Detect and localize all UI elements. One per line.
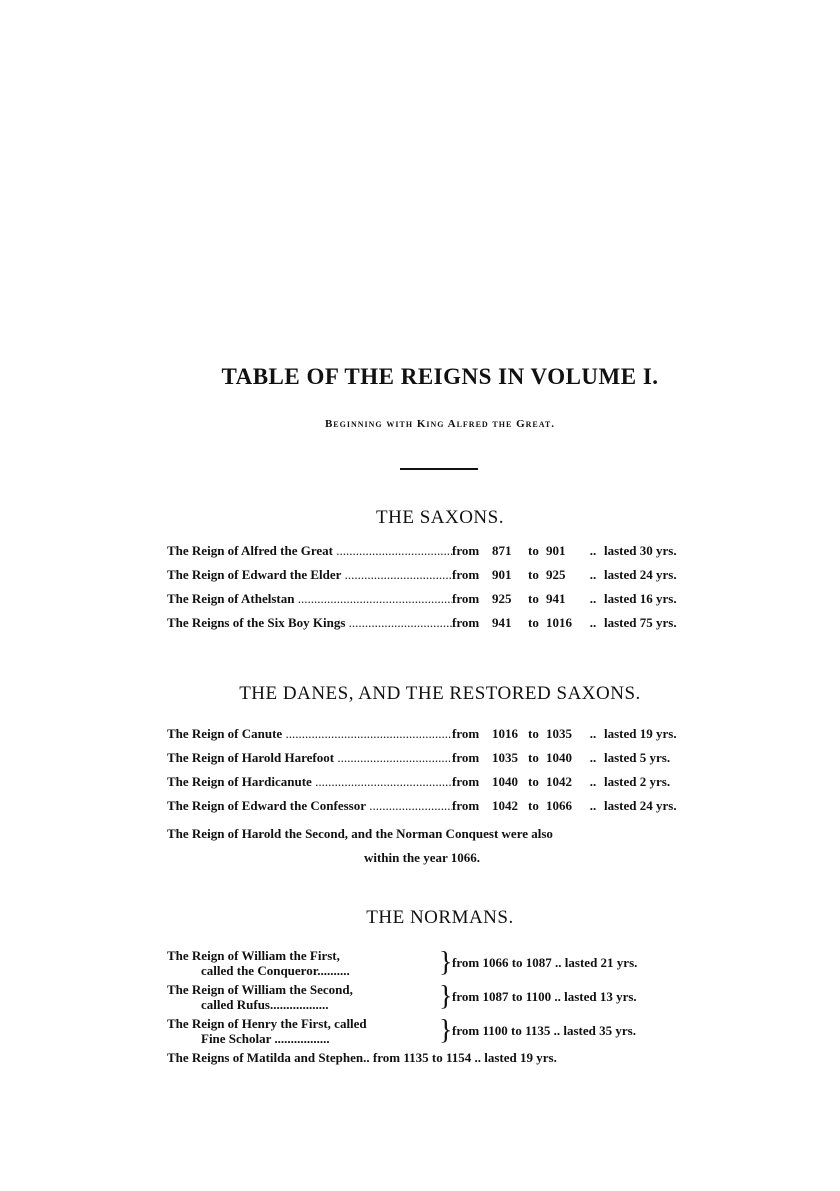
table-row [167,982,717,1012]
from-word: from [452,750,480,765]
duration: lasted 21 yrs. [564,955,638,970]
table-row [167,591,717,615]
reign-dates [452,1023,636,1039]
section-normans-rows [167,948,717,1070]
leader-dots: .. [555,955,562,970]
reign-name: The Reign of Hardicanute ..... [167,774,452,790]
reign-name: The Reign of Alfred the Great ..... [167,543,452,559]
table-row [167,774,717,798]
end-year: 1016 [546,615,572,630]
start-year: 1040 [492,774,518,789]
leader-dots: .. [589,798,597,813]
to-word: to [528,543,539,558]
divider-rule [400,468,478,470]
section-note [167,822,717,870]
duration: lasted 24 yrs. [604,567,677,582]
reign-dates [452,989,637,1005]
end-year: 1066 [546,798,572,813]
leader-dots: .. [589,726,597,741]
to-word: to [528,774,539,789]
leader-dots: .. [589,774,597,789]
end-year: 941 [546,591,566,606]
table-row [167,798,717,822]
from-word: from [452,726,480,741]
reign-name [167,1016,439,1046]
reign-name-line-2: called Rufus.................. [201,997,329,1012]
table-row [167,543,717,567]
duration: lasted 13 yrs. [564,989,637,1004]
reign-name [167,982,439,1012]
reign-name-line-2: called the Conqueror.......... [201,963,350,978]
reign-name-line-2: Fine Scholar ................. [201,1031,330,1046]
end-year: 1135 [525,1023,551,1038]
brace-glyph: } [439,947,453,978]
from-word: from [452,1023,480,1038]
end-year: 901 [546,543,566,558]
end-year: 1042 [546,774,572,789]
start-year: 1087 [482,989,509,1004]
leader-dots: .. [554,989,561,1004]
to-word: to [528,591,539,606]
start-year: 1100 [482,1023,508,1038]
leader-dots: .. [589,543,597,558]
to-word: to [511,955,523,970]
leader-dots: .. [553,1023,561,1038]
reign-name-line-1: The Reign of William the Second, [167,982,353,997]
from-word: from [452,774,480,789]
to-word: to [528,726,539,741]
reign-name-line-1: The Reign of William the First, [167,948,340,963]
from-word: from [452,798,480,813]
duration: lasted 24 yrs. [604,798,677,813]
from-word: from [452,615,480,630]
from-word: from [372,1050,401,1065]
start-year: 1066 [482,955,509,970]
end-year: 1035 [546,726,572,741]
table-row [167,948,717,978]
section-heading-danes: THE DANES, AND THE RESTORED SAXONS. [239,683,641,704]
to-word: to [511,1023,522,1038]
start-year: 871 [492,543,512,558]
table-row [167,750,717,774]
page-subtitle: Beginning with King Alfred the Great. [324,418,556,430]
table-row [167,1016,717,1046]
to-word: to [528,750,539,765]
from-word: from [452,567,480,582]
reign-name: The Reigns of the Six Boy Kings ..... [167,615,452,631]
to-word: to [528,798,539,813]
section-saxons-rows [167,543,717,639]
brace-glyph: } [439,981,453,1012]
reign-name: The Reign of Edward the Confessor ..... [167,798,452,814]
duration: lasted 75 yrs. [604,615,677,630]
reign-name [167,948,439,978]
start-year: 925 [492,591,512,606]
reign-name: The Reign of Canute ..... [167,726,452,742]
to-word: to [528,615,539,630]
to-word: to [511,989,523,1004]
to-word: to [431,1050,443,1065]
reign-name-line-1: The Reign of Henry the First, called [167,1016,367,1031]
section-danes-rows [167,726,717,870]
end-year: 1154 [445,1050,472,1065]
reign-dates [452,955,637,971]
page-title: TABLE OF THE REIGNS IN VOLUME I. [221,364,659,389]
end-year: 925 [546,567,566,582]
end-year: 1087 [525,955,552,970]
table-row [167,615,717,639]
from-word: from [452,955,480,970]
reign-name: The Reign of Harold Harefoot ..... [167,750,452,766]
from-word: from [452,543,480,558]
note-line-1: The Reign of Harold the Second, and the Norman Conquest were also [167,826,553,841]
table-row [167,1050,717,1066]
section-heading-normans: THE NORMANS. [366,907,514,928]
section-heading-saxons: THE SAXONS. [376,507,504,528]
duration: lasted 2 yrs. [604,774,671,789]
reign-name: The Reign of Athelstan ..... [167,591,452,607]
duration: lasted 30 yrs. [604,543,677,558]
start-year: 1016 [492,726,518,741]
leader-dots: .. [589,615,597,630]
table-row [167,726,717,750]
duration: lasted 19 yrs. [604,726,677,741]
from-word: from [452,591,480,606]
start-year: 1035 [492,750,518,765]
table-row [167,567,717,591]
reign-name: The Reigns of Matilda and Stephen.. [167,1050,370,1065]
note-line-2: within the year 1066. [363,850,481,865]
to-word: to [528,567,539,582]
start-year: 1042 [492,798,518,813]
brace-glyph: } [439,1015,453,1046]
duration: lasted 16 yrs. [604,591,677,606]
start-year: 901 [492,567,512,582]
from-word: from [452,989,480,1004]
start-year: 1135 [403,1050,429,1065]
duration: lasted 19 yrs. [484,1050,557,1065]
duration: lasted 5 yrs. [604,750,671,765]
leader-dots: .. [474,1050,482,1065]
end-year: 1040 [546,750,572,765]
reign-name: The Reign of Edward the Elder ..... [167,567,452,583]
start-year: 941 [492,615,512,630]
duration: lasted 35 yrs. [563,1023,636,1038]
leader-dots: .. [589,750,597,765]
leader-dots: .. [589,591,597,606]
end-year: 1100 [525,989,552,1004]
leader-dots: .. [589,567,597,582]
